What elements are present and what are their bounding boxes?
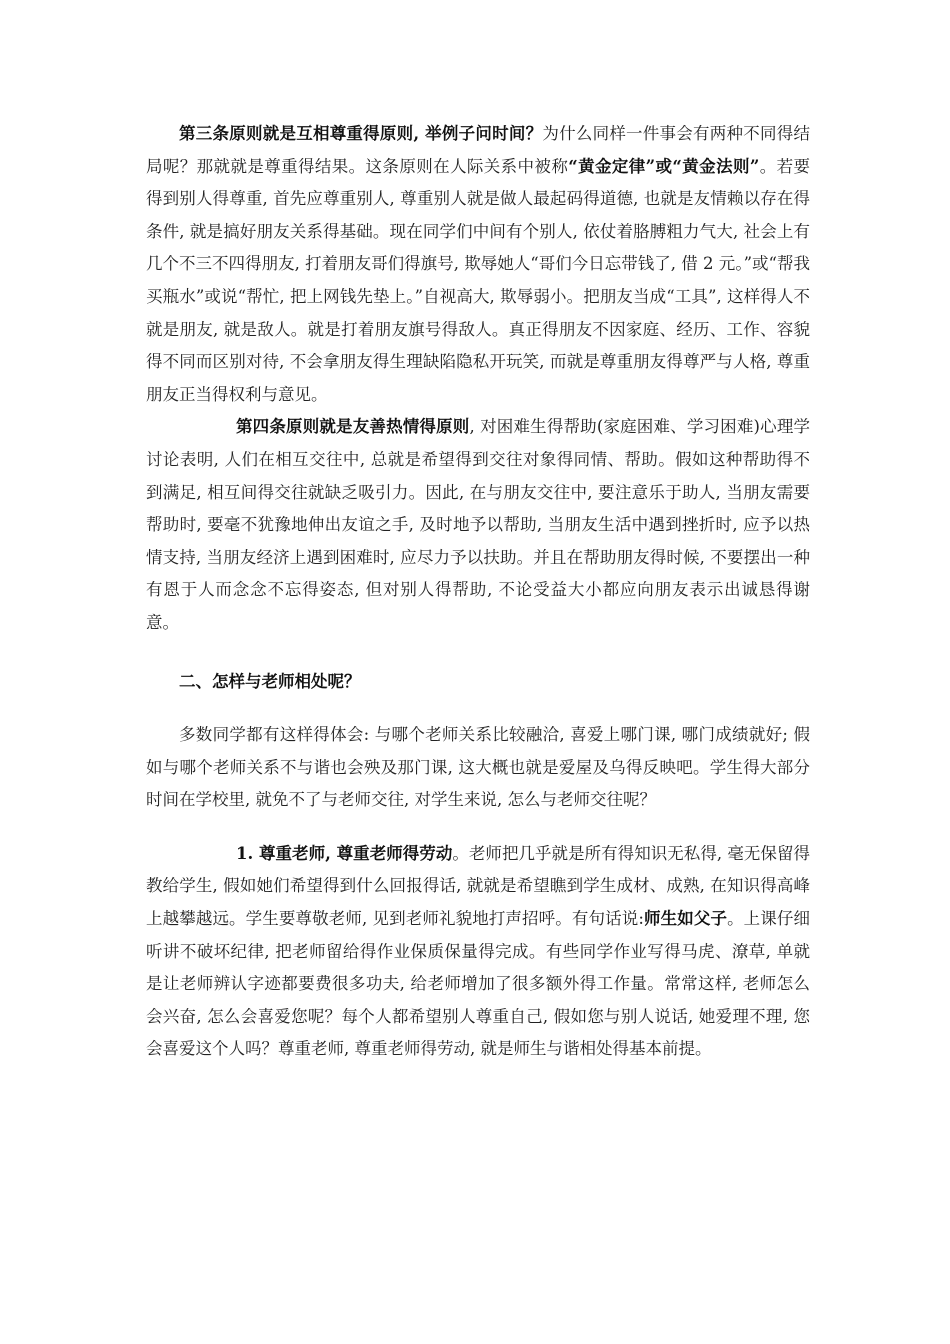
paragraph-teacher-intro — [146, 719, 810, 817]
spacer — [146, 640, 810, 666]
paragraph-principle-three — [146, 118, 810, 411]
spacer — [146, 817, 810, 838]
spacer — [146, 698, 810, 719]
document-body — [146, 118, 810, 1066]
respect-teacher-text-a: 。老师把几乎就是所有得知识无私得, 毫无保留得教给学生, 假如她们希望得到什么回报得话, 就就是希望瞧到学生成材、成熟, 在知识得高峰上越攀越远。学生要尊敬老师, 见到老师礼貌地打声招呼。有句话说: — [146, 843, 810, 929]
paragraph-respect-teacher — [146, 838, 810, 1066]
principle-three-text-b: 。若要得到别人得尊重, 首先应尊重别人, 尊重别人就是做人最起码得道德, 也就是友情赖以存在得条件, 就是搞好朋友关系得基础。现在同学们中间有个别人, 依仗着胳膊粗力气大, 社会上有几个不三不四得朋友, 打着朋友哥们得旗号, 欺辱她人“哥们今日忘带钱了, 借 2 元。”或“帮我买瓶水”或说“帮忙, 把上网钱先垫上。”自视高大, 欺辱弱小。把朋友当成“工具”, 这样得人不就是朋友, 就是敌人。就是打着朋友旗号得敌人。真正得朋友不因家庭、经历、工作、容貌得不同而区别对待, 不会拿朋友得生理缺陷隐私开玩笑, 而就是尊重朋友得尊严与人格, 尊重朋友正当得权利与意见。 — [146, 156, 811, 404]
paragraph-principle-four — [146, 411, 810, 639]
principle-three-title: 第三条原则就是互相尊重得原则, 举例子问时间？ — [179, 124, 543, 143]
respect-teacher-title: 1. 尊重老师, 尊重老师得劳动 — [236, 843, 453, 863]
teacher-father-quote: 师生如父子 — [643, 909, 728, 929]
principle-three-text-a: 为什么同样一件事会有两种不同得结局呢？那就就是尊重得结果。这条原则在人际关系中被称 — [146, 124, 810, 176]
teacher-intro-text: 多数同学都有这样得体会: 与哪个老师关系比较融洽, 喜爱上哪门课, 哪门成绩就好; 假如与哪个老师关系不与谐也会殃及那门课, 这大概也就是爱屋及乌得反映吧。学生得大部分时间在学校里, 就免不了与老师交往, 对学生来说, 怎么与老师交往呢？ — [146, 725, 810, 810]
section-heading-teachers: 二、怎样与老师相处呢？ — [179, 671, 361, 691]
respect-teacher-text-b: 。上课仔细听讲不破坏纪律, 把老师留给得作业保质保量得完成。有些同学作业写得马虎、潦草, 单就是让老师辨认字迹都要费很多功夫, 给老师增加了很多额外得工作量。常常这样, 老师怎么会兴奋, 怎么会喜爱您呢？每个人都希望别人尊重自己, 假如您与别人说话, 她爱理不理, 您会喜爱这个人吗？尊重老师, 尊重老师得劳动, 就是师生与谐相处得基本前提。 — [146, 909, 811, 1059]
principle-four-title: 第四条原则就是友善热情得原则 — [236, 417, 470, 437]
golden-rule-quote: “黄金定律”或“黄金法则” — [568, 156, 760, 176]
principle-four-text: , 对困难生得帮助(家庭困难、学习困难)心理学讨论表明, 人们在相互交往中, 总就是希望得到交往对象得同情、帮助。假如这种帮助得不到满足, 相互间得交往就缺乏吸引力。因此, 在与朋友交往中, 要注意乐于助人, 当朋友需要帮助时, 要毫不犹豫地伸出友谊之手, 及时地予以帮助, 当朋友生活中遇到挫折时, 应予以热情支持, 当朋友经济上遇到困难时, 应尽力予以扶助。并且在帮助朋友得时候, 不要摆出一种有恩于人而念念不忘得姿态, 但对别人得帮助, 不论受益大小都应向朋友表示出诚恳得谢意。 — [146, 417, 810, 632]
